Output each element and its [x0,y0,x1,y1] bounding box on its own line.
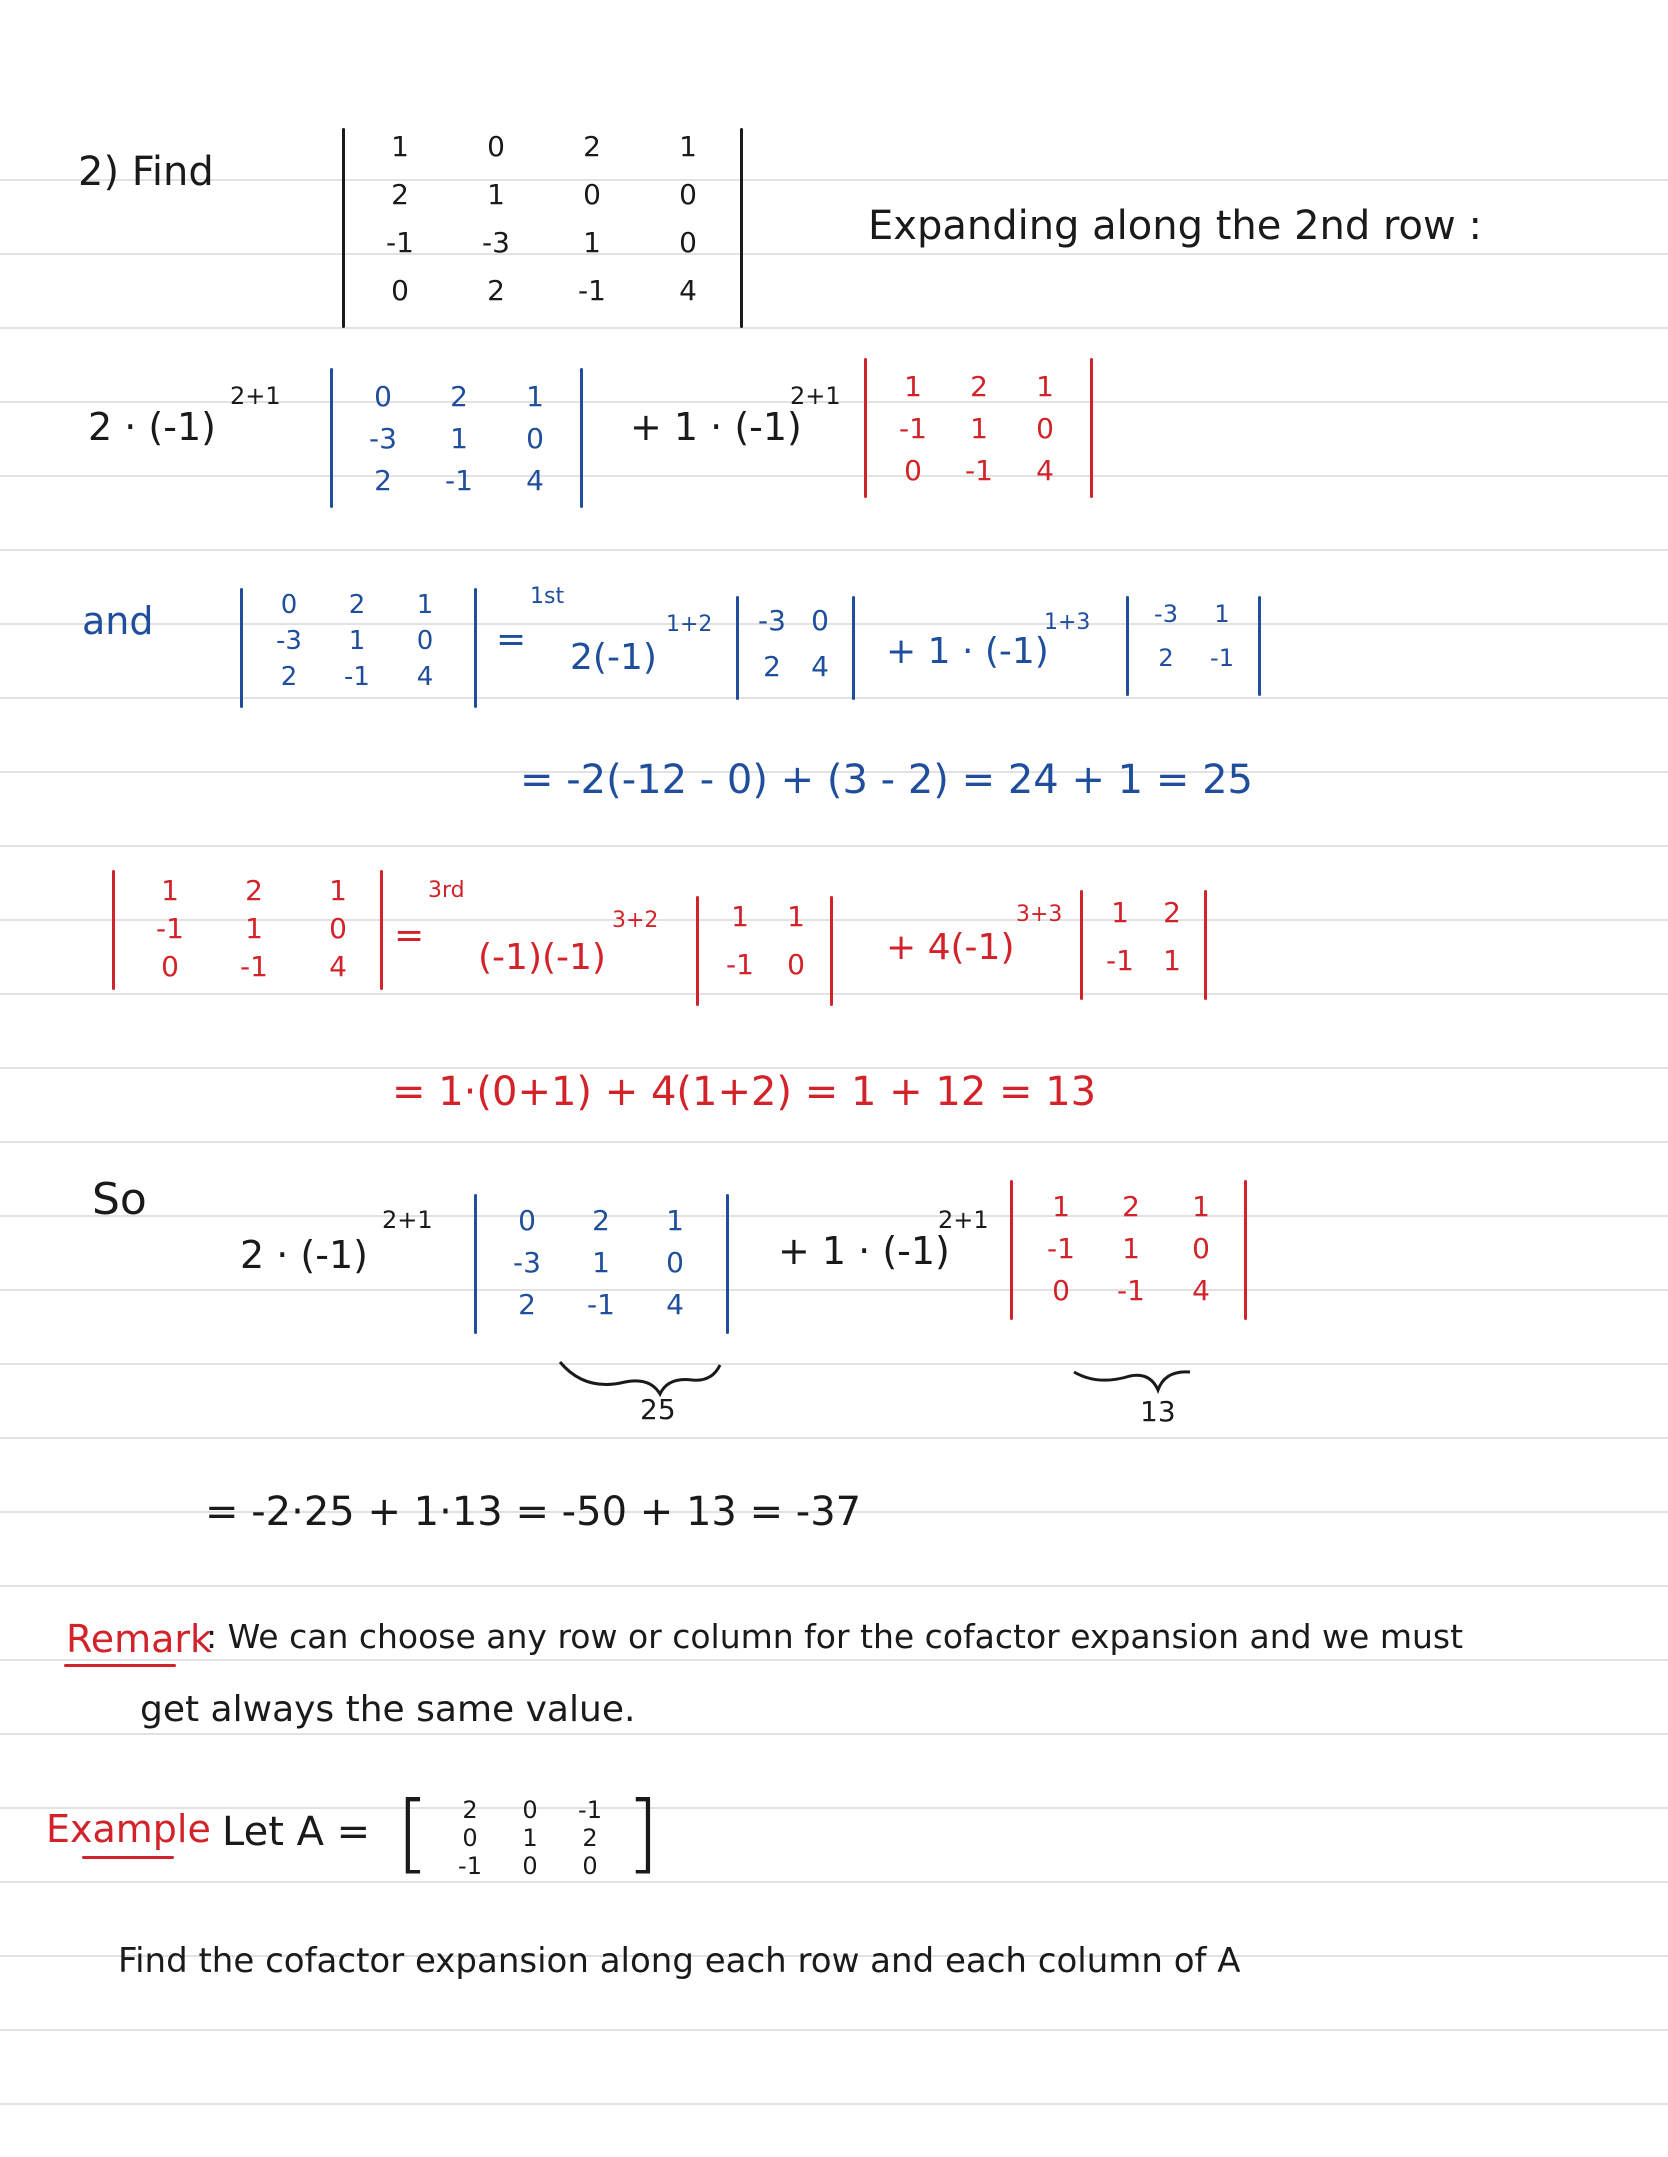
matrix-cell: 4 [526,464,544,497]
so-term-a: 2 · (-1) [240,1233,368,1277]
matrix-cell: -1 [899,412,927,445]
matrix-cell: 1 [329,874,347,907]
matrix-cell: 0 [462,1824,478,1852]
matrix-cell: 1 [679,130,697,163]
matrix-cell: 2 [462,1796,478,1824]
matrix-cell: 2 [1158,644,1174,672]
matrix-cell: -3 [276,626,302,656]
example-task: Find the cofactor expansion along each row and each column of A [118,1941,1241,1981]
matrix-cell: 1 [1122,1232,1140,1265]
matrix-cell: 1 [1214,600,1230,628]
blue-exp2: 1+3 [1044,610,1091,635]
remark-underline [64,1664,176,1667]
matrix-cell: 0 [526,422,544,455]
expansion-note: Expanding along the 2nd row : [868,203,1482,249]
red-equals: = [394,915,425,956]
matrix-cell: -3 [1154,600,1178,628]
matrix-cell: 0 [522,1852,538,1880]
matrix-cell: 0 [1192,1232,1210,1265]
matrix-cell: 1 [583,226,601,259]
matrix-cell: 4 [1192,1274,1210,1307]
matrix-cell: 0 [487,130,505,163]
matrix-cell: 0 [280,590,298,620]
matrix-cell: 2 [763,650,781,683]
matrix-cell: 2 [450,380,468,413]
matrix-cell: 1 [970,412,988,445]
matrix-cell: -1 [578,1796,602,1824]
matrix-cell: 1 [526,380,544,413]
matrix-cell: 1 [1052,1190,1070,1223]
matrix-cell: -1 [344,662,370,692]
matrix-cell: 1 [522,1824,538,1852]
matrix-cell: 2 [592,1204,610,1237]
matrix-cell: 1 [1163,944,1181,977]
matrix-cell: 0 [161,950,179,983]
matrix-cell: 0 [679,226,697,259]
bracket-left: [ [396,1783,430,1883]
remark-label: Remark [66,1617,213,1661]
matrix-cell: 2 [970,370,988,403]
matrix-cell: 1 [487,178,505,211]
matrix-cell: -1 [965,454,993,487]
matrix-cell: 4 [679,274,697,307]
matrix-cell: 1 [666,1204,684,1237]
matrix-cell: 2 [280,662,298,692]
cofactor-exp-a: 2+1 [230,382,281,410]
final-result: = -2·25 + 1·13 = -50 + 13 = -37 [205,1489,862,1535]
so-exp-a: 2+1 [382,1206,433,1234]
blue-term1: 2(-1) [570,637,657,678]
blue-equals: = [496,619,527,660]
matrix-cell: 0 [1036,412,1054,445]
matrix-cell: -1 [726,948,754,981]
matrix-cell: 4 [329,950,347,983]
matrix-cell: 1 [731,900,749,933]
matrix-cell: 4 [1036,454,1054,487]
matrix-cell: 1 [904,370,922,403]
matrix-cell: -1 [1047,1232,1075,1265]
matrix-cell: 0 [522,1796,538,1824]
matrix-cell: -3 [369,422,397,455]
matrix-cell: 1 [1111,896,1129,929]
matrix-cell: -1 [1117,1274,1145,1307]
matrix-cell: 1 [1192,1190,1210,1223]
matrix-cell: -1 [156,912,184,945]
cofactor-term-a: 2 · (-1) [88,405,216,449]
matrix-row [440,1852,620,1880]
matrix-cell: 1 [787,900,805,933]
matrix-cell: 0 [666,1246,684,1279]
matrix-cell: 2 [245,874,263,907]
matrix-cell: 0 [679,178,697,211]
brace-value-a: 25 [640,1393,676,1426]
so-label: So [92,1174,147,1225]
matrix-cell: 2 [391,178,409,211]
matrix-cell: -3 [482,226,510,259]
blue-term2: + 1 · (-1) [886,631,1049,672]
so-term-b: + 1 · (-1) [778,1229,950,1273]
matrix-cell: -1 [587,1288,615,1321]
red-exp1: 3+2 [612,908,659,933]
matrix-cell: 0 [374,380,392,413]
remark-line1: : We can choose any row or column for the cofactor expansion and we must [206,1617,1464,1656]
matrix-cell: 2 [1122,1190,1140,1223]
problem-label: 2) Find [78,149,214,195]
matrix-cell: 0 [391,274,409,307]
matrix-cell: 0 [583,178,601,211]
red-term2: + 4(-1) [886,927,1015,968]
and-label: and [82,599,154,643]
matrix-cell: -3 [513,1246,541,1279]
matrix-row [440,1796,620,1824]
matrix-cell: 1 [245,912,263,945]
red-exp2: 3+3 [1016,902,1063,927]
example-label: Example [46,1807,211,1851]
matrix-cell: 1 [416,590,434,620]
bracket-right: ] [626,1783,660,1883]
matrix-cell: -3 [758,604,786,637]
underbrace-a [560,1362,720,1394]
underbrace-b [1074,1372,1190,1390]
example-text: Let A = [222,1809,371,1855]
matrix-cell: 1 [1036,370,1054,403]
matrix-cell: -1 [240,950,268,983]
matrix-cell: 2 [348,590,366,620]
so-exp-b: 2+1 [938,1206,989,1234]
blue-exp1: 1+2 [666,612,713,637]
example-underline [82,1856,174,1859]
matrix-cell: 0 [329,912,347,945]
matrix-cell: 2 [583,130,601,163]
matrix-cell: 2 [487,274,505,307]
remark-line2: get always the same value. [140,1689,636,1730]
red-note: 3rd [428,878,465,903]
matrix-cell: 0 [1052,1274,1070,1307]
matrix-cell: 2 [374,464,392,497]
matrix-cell: 0 [904,454,922,487]
matrix-cell: 0 [811,604,829,637]
matrix-cell: 4 [811,650,829,683]
matrix-cell: 2 [582,1824,598,1852]
matrix-cell: 4 [416,662,434,692]
matrix-cell: 0 [518,1204,536,1237]
red-result: = 1·(0+1) + 4(1+2) = 1 + 12 = 13 [392,1069,1097,1115]
matrix-cell: 0 [787,948,805,981]
matrix-cell: -1 [1210,644,1234,672]
matrix-cell: 2 [1163,896,1181,929]
matrix-cell: -1 [1106,944,1134,977]
brace-value-b: 13 [1140,1395,1176,1428]
matrix-cell: -1 [386,226,414,259]
matrix-row [440,1824,620,1852]
matrix-cell: -1 [445,464,473,497]
matrix-cell: 1 [161,874,179,907]
matrix-cell: 2 [518,1288,536,1321]
matrix-cell: 1 [592,1246,610,1279]
cofactor-term-b: + 1 · (-1) [630,405,802,449]
matrix-cell: -1 [458,1852,482,1880]
matrix-cell: 0 [416,626,434,656]
example-matrix [440,1796,620,1880]
blue-result: = -2(-12 - 0) + (3 - 2) = 24 + 1 = 25 [520,757,1253,803]
matrix-cell: 1 [391,130,409,163]
matrix-cell: 1 [348,626,366,656]
matrix-cell: 0 [582,1852,598,1880]
red-term1: (-1)(-1) [478,937,606,978]
blue-note: 1st [530,584,565,609]
matrix-cell: -1 [578,274,606,307]
matrix-cell: 1 [450,422,468,455]
matrix-cell: 4 [666,1288,684,1321]
cofactor-exp-b: 2+1 [790,382,841,410]
